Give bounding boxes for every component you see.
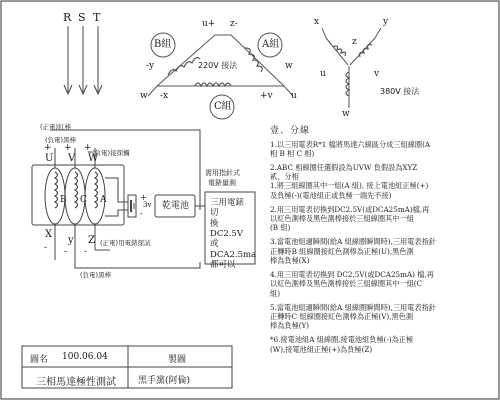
meter-line: 換 bbox=[210, 218, 219, 229]
motor-plus-1: + bbox=[44, 143, 52, 153]
star-u: u bbox=[320, 69, 326, 79]
note-line: 棒為負極(Y) bbox=[270, 321, 310, 331]
note-paragraph bbox=[270, 270, 495, 298]
note-paragraph bbox=[270, 163, 495, 200]
note-line: 以紅色測棒及黑色測棒接於三組線圈其中一組 bbox=[270, 214, 414, 224]
battery-plus: + bbox=[140, 193, 147, 202]
motor-u-top: U bbox=[45, 153, 54, 164]
note-line: 2.ABC 相線圈任選假設為UVW 負假設為XYZ bbox=[270, 162, 418, 172]
coil-a: A bbox=[100, 195, 107, 205]
star-w: w bbox=[342, 109, 350, 119]
note-line: (W),接電池組正極(+)為負極(Z) bbox=[270, 344, 373, 354]
meter-line: 或 bbox=[210, 239, 219, 250]
note-line: 5.當電池組適瞬間(給A 組線圈瞬間時),三用電表指針 bbox=[270, 302, 436, 312]
note-line: 正轉時B 組線圈接紅色測棒為正極(U),黑色測 bbox=[270, 246, 414, 256]
delta-w-top: w bbox=[285, 61, 293, 71]
motor-plus-2: + bbox=[64, 143, 72, 153]
drawing-no: 100.06.04 bbox=[62, 352, 108, 362]
note-line: 及負極(-)(電池組正或負極一端先不接) bbox=[270, 190, 392, 200]
meter-line: 切 bbox=[210, 208, 219, 219]
note-line: 4.用三用電表切換到 DC2.5V(或DCA25mA) 檔,再 bbox=[270, 270, 434, 280]
note-line: 3.當電池組適瞬間(給A 組線圈瞬間時),三用電表指針 bbox=[270, 237, 436, 247]
note-line: (B 組) bbox=[270, 223, 291, 233]
meter-line: DC2.5V bbox=[210, 229, 243, 240]
notes-panel bbox=[270, 126, 495, 359]
rst-t: T bbox=[93, 11, 101, 24]
star-x: x bbox=[314, 17, 320, 27]
note-line: *6.接電池組A 組線圈,接電池組負極(-)為正極 bbox=[270, 335, 414, 345]
delta-u-bottom: u bbox=[291, 91, 297, 101]
coil-b: B bbox=[60, 195, 67, 205]
star-v: v bbox=[374, 69, 380, 79]
notes-title: 壹、分線 bbox=[270, 126, 311, 136]
rst-r: R bbox=[63, 11, 72, 24]
battery-label: 乾電池 bbox=[162, 201, 190, 211]
drawing-title: 三相馬達極性測試 bbox=[36, 377, 116, 388]
meter-instructions bbox=[210, 198, 257, 271]
rst-supply-lines bbox=[64, 26, 102, 94]
made-by-label: 製圖 bbox=[168, 355, 187, 365]
meter-line: DCA2.5ma bbox=[210, 249, 257, 260]
pos-meter-probe: (正電)用電錶探試 bbox=[100, 239, 151, 247]
delta-v-plus: +v bbox=[260, 91, 273, 101]
drawing-no-label: 圖名 bbox=[30, 355, 49, 365]
note-line: 1.將三組線圈其中一組(A 組), 接上電池組正極(+) bbox=[270, 181, 429, 191]
delta-y-minus: -y bbox=[146, 61, 155, 71]
delta-z-minus: z- bbox=[230, 19, 238, 29]
motor-z-bottom: Z bbox=[88, 235, 95, 246]
star-voltage: 380V 接法 bbox=[380, 87, 420, 96]
pos-probe-top: (正電)紅棒 bbox=[40, 123, 72, 131]
note-line: 以紅色測棒及黑色測棒接於三組線圈其中一組(C bbox=[270, 279, 423, 289]
delta-group-c: C組 bbox=[214, 101, 232, 112]
note-line: 正轉時C 組線圈接紅色測棒為正極(V),黑色測 bbox=[270, 312, 414, 322]
probe-connect: (負電)接探觸 bbox=[92, 149, 130, 157]
delta-group-a: A組 bbox=[262, 39, 280, 50]
motor-plus-3: + bbox=[84, 143, 92, 153]
delta-voltage: 220V 接法 bbox=[198, 61, 238, 70]
motor-x-bottom: X bbox=[45, 229, 53, 240]
note-line: 2.用三用電表切換到DC2.5V(或DCA25mA)檔,再 bbox=[270, 204, 430, 214]
note-line: 貳、分相 bbox=[270, 172, 299, 182]
meter-line: 三用電錶 bbox=[210, 198, 245, 208]
note-paragraph bbox=[270, 303, 495, 331]
note-line: 1.以三用電表R*1 檔將馬達六線區分成三組線圈(A bbox=[270, 139, 431, 149]
motor-y-bottom: y bbox=[68, 235, 74, 246]
coil-c: C bbox=[80, 195, 87, 205]
battery-voltage: 3v bbox=[143, 201, 152, 209]
delta-u-plus: u+ bbox=[202, 19, 216, 29]
battery-minus: - bbox=[140, 209, 143, 218]
neg-probe-top: (負電)黑棒 bbox=[45, 136, 77, 144]
delta-x-minus: -x bbox=[160, 91, 169, 101]
star-y: y bbox=[383, 17, 389, 27]
meter-line: 都可以 bbox=[210, 260, 236, 271]
motor-minus-2: - bbox=[64, 247, 68, 257]
rst-s: S bbox=[78, 11, 86, 24]
note-line: 組) bbox=[270, 288, 280, 298]
delta-group-b: B組 bbox=[154, 39, 172, 50]
delta-w-bottom: w bbox=[140, 91, 148, 101]
note-line: 棒為負極(X) bbox=[270, 255, 310, 265]
motor-w-top: W bbox=[88, 153, 99, 164]
note-paragraph bbox=[270, 140, 495, 158]
neg-probe-bottom: (負電)黑棒 bbox=[80, 271, 112, 279]
motor-minus-1: - bbox=[44, 243, 48, 253]
note-paragraph bbox=[270, 237, 495, 265]
note-paragraph bbox=[270, 205, 495, 233]
author: 黑手黨(阿倫) bbox=[138, 376, 191, 386]
note-line: 相 B 相 C 相) bbox=[270, 148, 315, 158]
star-z: z bbox=[352, 37, 357, 47]
motor-v-top: V bbox=[68, 153, 76, 164]
note-paragraph bbox=[270, 335, 495, 353]
meter-caption-2: 電錶量測 bbox=[208, 179, 236, 187]
motor-minus-3: - bbox=[84, 247, 88, 257]
meter-caption-1: 需用指針式 bbox=[205, 169, 240, 177]
